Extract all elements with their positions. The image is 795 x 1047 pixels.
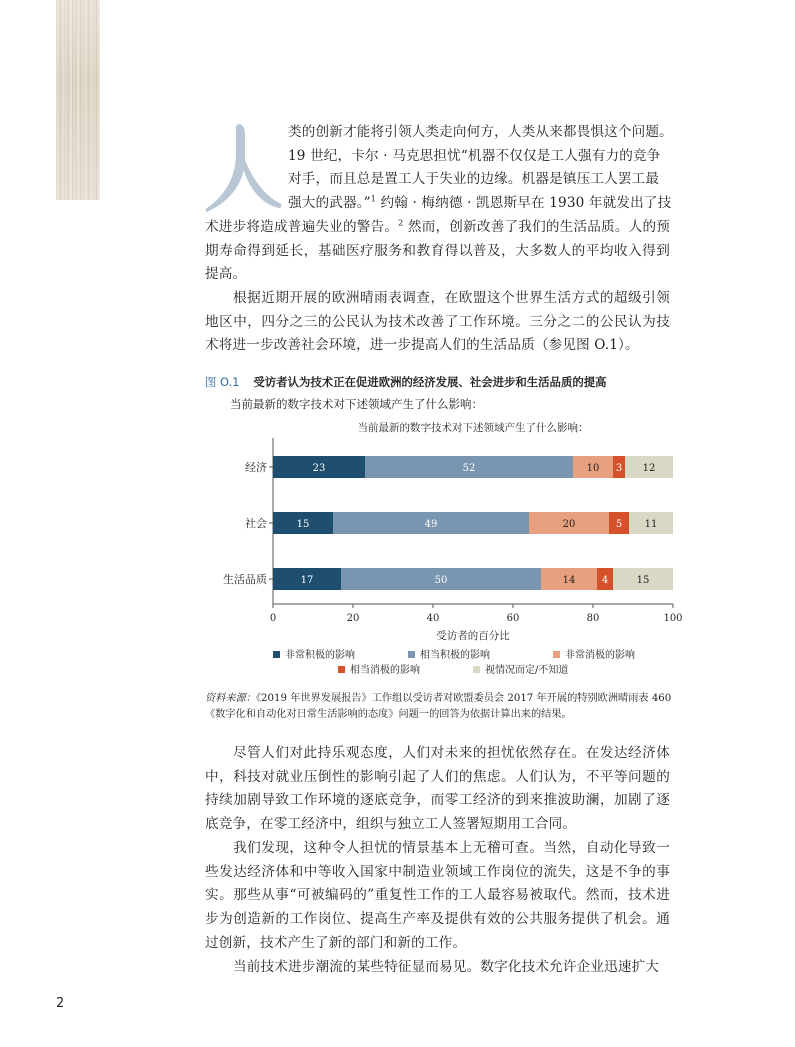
legend-swatch xyxy=(408,651,415,658)
source-text: 《2019 年世界发展报告》工作组以受访者对欧盟委员会 2017 年开展的特别欧洲晴雨表 460《数字化和自动化对日常生活影响的态度》问题一的回答为依据计算出来的结果。 xyxy=(205,693,672,720)
data-label: 52 xyxy=(462,463,476,474)
x-axis-label: 受访者的百分比 xyxy=(436,630,510,642)
legend-label: 相当消极的影响 xyxy=(350,665,420,676)
footnote-ref-1[interactable]: 1 xyxy=(370,194,377,204)
paragraph-intro-rest xyxy=(205,216,670,287)
x-tick-label: 60 xyxy=(506,613,520,624)
data-label: 3 xyxy=(615,463,623,474)
page-number: 2 xyxy=(56,996,65,1011)
x-tick-label: 100 xyxy=(663,613,683,624)
data-label: 10 xyxy=(586,463,600,474)
data-label: 17 xyxy=(300,575,314,586)
paragraph-features: 当前技术进步潮流的某些特征显而易见。数字化技术允许企业迅速扩大 xyxy=(233,959,660,975)
legend-swatch xyxy=(273,651,280,658)
stacked-bar-chart xyxy=(205,414,683,684)
data-label: 12 xyxy=(642,463,656,474)
footnote-ref-2[interactable]: 2 xyxy=(398,218,404,228)
data-label: 49 xyxy=(424,519,438,530)
data-label: 15 xyxy=(296,519,310,530)
p1-line2: 19 世纪，卡尔 · 马克思担忧“机器不仅仅是工人强有力的竞争 xyxy=(288,147,661,164)
paragraph-survey: 根据近期开展的欧洲晴雨表调查，在欧盟这个世界生活方式的超级引领地区中，四分之三的公民认为技术改善了工作环境。三分之二的公民认为技术将进一步改善社会环境，进一步提高人们的生活品质（参见图 O.1）。 xyxy=(205,290,670,354)
figure-subtitle: 当前最新的数字技术对下述领域产生了什么影响： xyxy=(230,397,483,411)
dropcap-glyph xyxy=(203,118,283,214)
paragraph-intro-top xyxy=(288,121,673,216)
p1-line4b: 约翰 · 梅纳德 · 凯恩斯早在 1930 年就发出了技 xyxy=(376,195,672,212)
category-label: 生活品质 xyxy=(223,573,267,586)
p1-line4: 强大的武器。” xyxy=(288,195,371,212)
legend-swatch xyxy=(338,666,345,673)
figure-source xyxy=(205,691,685,723)
category-label: 经济 xyxy=(245,461,267,474)
p1-line1: 类的创新才能将引领人类走向何方，人类从来都畏惧这个问题。 xyxy=(288,124,673,140)
legend-swatch xyxy=(553,651,560,658)
data-label: 20 xyxy=(562,519,576,530)
paragraph-concerns: 尽管人们对此持乐观态度，人们对未来的担忧依然存在。在发达经济体中，科技对就业压倒性的影响引起了人们的焦虑。人们认为，不平等问题的持续加剧导致工作环境的逐底竞争，而零工经济的到来推波助澜，加剧了逐底竞争，在零工经济中，组织与独立工人签署短期用工合同。 xyxy=(205,745,670,833)
figure-title xyxy=(205,374,675,390)
data-label: 15 xyxy=(636,575,650,586)
legend-label: 相当积极的影响 xyxy=(420,650,490,661)
x-tick-label: 40 xyxy=(426,613,440,624)
legend-label: 非常消极的影响 xyxy=(565,650,635,661)
category-label: 社会 xyxy=(245,517,267,530)
p1-rest2: 然而，创新改善了我们的生活品质。人的预期寿命得到延长，基础医疗服务和教育得以普及，大多数人的平均收入得到提高。 xyxy=(205,219,670,283)
chart-title: 当前最新的数字技术对下述领域产生了什么影响： xyxy=(357,422,589,434)
x-tick-label: 20 xyxy=(346,613,360,624)
legend-swatch xyxy=(473,666,480,673)
source-lead: 资料来源： xyxy=(205,693,256,704)
legend-label: 视情况而定/不知道 xyxy=(485,665,569,676)
data-label: 11 xyxy=(644,519,658,530)
p1-line3: 对手，而且总是置工人于失业的边缘。机器是镇压工人罢工最 xyxy=(288,171,660,188)
figure-title-text: 受访者认为技术正在促进欧洲的经济发展、社会进步和生活品质的提高 xyxy=(253,375,607,389)
data-label: 5 xyxy=(615,519,623,530)
data-label: 4 xyxy=(601,575,609,586)
decorative-texture-strip xyxy=(56,0,100,200)
p1-rest1: 术进步将造成普遍失业的警告。 xyxy=(205,219,399,235)
figure-number: 图 O.1 xyxy=(205,375,240,389)
x-tick-label: 80 xyxy=(586,613,600,624)
data-label: 50 xyxy=(434,575,448,586)
data-label: 14 xyxy=(562,575,576,586)
paragraph-findings: 我们发现，这种令人担忧的情景基本上无稽可查。当然，自动化导致一些发达经济体和中等收入国家中制造业领域工作岗位的流失，这是不争的事实。那些从事“可被编码的”重复性工作的工人最容易被取代。然而，技术进步为创造新的工作岗位、提高生产率及提供有效的公共服务提供了机会。通过创新，技术产生了新的部门和新的工作。 xyxy=(205,840,670,951)
data-label: 23 xyxy=(312,463,326,474)
legend-label: 非常积极的影响 xyxy=(285,650,355,661)
x-tick-label: 0 xyxy=(269,613,277,624)
